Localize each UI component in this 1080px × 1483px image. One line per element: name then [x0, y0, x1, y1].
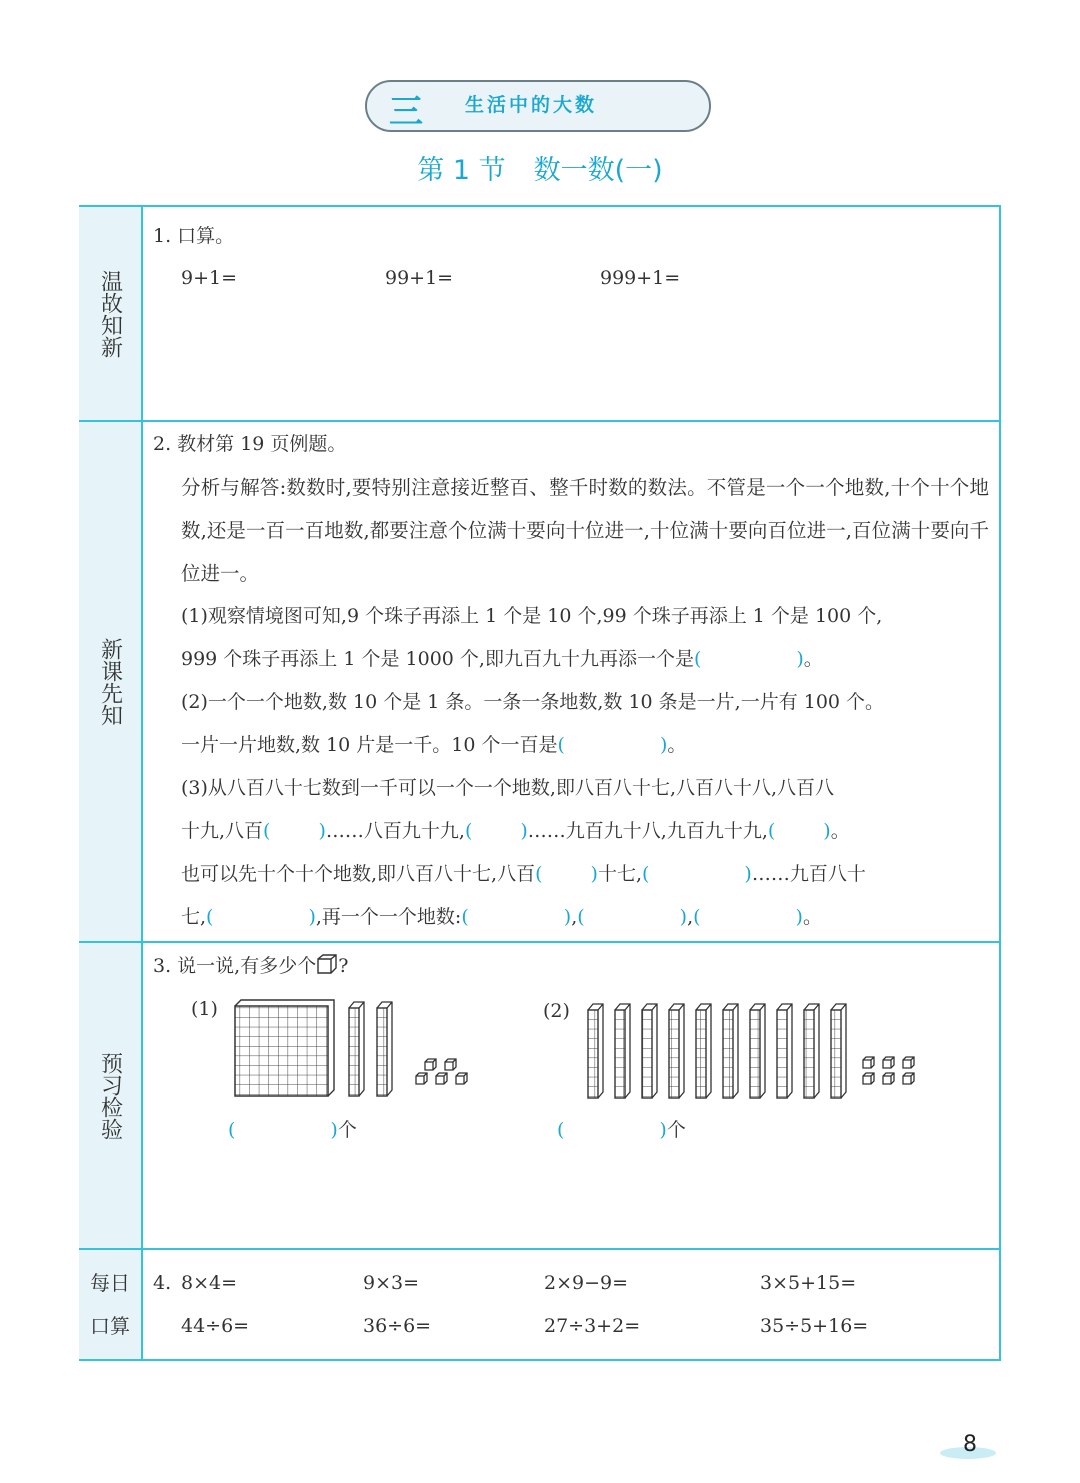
q4-item: 35÷5+16= — [760, 1315, 869, 1337]
ten-rod — [723, 1010, 733, 1098]
q3-answer-1: ( )个 — [228, 1119, 357, 1141]
page-number: 8 — [963, 1432, 977, 1457]
q2-p2b-line: 一片一片地数,数 10 片是一千。10 个一百是( )。 — [181, 734, 687, 756]
q2-analysis: 分析与解答:数数时,要特别注意接近整百、整千时数的数法。不管是一个一个地数,十个十个地数,还是一百一百地数,都要注意个位满十要向十位进一,十位满十要向百位进一,百位满十要向千位进一。 — [181, 476, 989, 585]
ten-rod — [588, 1010, 598, 1098]
q4-item: 36÷6= — [363, 1315, 432, 1337]
ten-rods — [588, 1004, 846, 1098]
ten-rod — [696, 1010, 706, 1098]
blocks-figure-2 — [585, 1000, 925, 1100]
q2-title: 2. 教材第 19 页例题。 — [153, 433, 347, 455]
ten-rod — [349, 1002, 364, 1096]
ten-rod — [642, 1010, 652, 1098]
ten-rod — [669, 1010, 679, 1098]
unit-cubes — [863, 1057, 914, 1084]
q2-p3d-line: 七,( ),再一个一个地数:( ),( ),( )。 — [181, 906, 822, 928]
section-name: 数一数(一) — [533, 155, 663, 186]
q1-title: 1. 口算。 — [153, 225, 235, 247]
q2-p1b-line: 999 个珠子再添上 1 个是 1000 个,即九百九十九再添一个是( )。 — [181, 648, 823, 670]
chapter-number: 三 — [389, 92, 423, 132]
q4-item: 44÷6= — [181, 1315, 250, 1337]
ten-rod — [804, 1010, 814, 1098]
q1-item: 99+1= — [385, 267, 454, 289]
ten-rod — [377, 1002, 392, 1096]
chapter-title — [365, 80, 711, 132]
side-label-daily: 每日 口算 — [79, 1250, 143, 1359]
q2-p3b-line: 十九,八百( )……八百九十九,( )……九百九十八,九百九十九,( )。 — [181, 820, 850, 842]
q2-p3a: (3)从八百八十七数到一千可以一个一个地数,即八百八十七,八百八十八,八百八 — [181, 777, 835, 799]
cube-icon — [316, 953, 338, 975]
ten-rod — [777, 1010, 787, 1098]
q4-item: 3×5+15= — [760, 1272, 857, 1294]
section-label: 第 1 节 — [417, 155, 506, 186]
blocks-figure-1 — [230, 998, 480, 1100]
q4-item: 27÷3+2= — [544, 1315, 641, 1337]
q1-item: 999+1= — [600, 267, 681, 289]
q2-p1a: (1)观察情境图可知,9 个珠子再添上 1 个是 10 个,99 个珠子再添上 1 个是 100 个, — [181, 605, 883, 627]
ten-rod — [615, 1010, 625, 1098]
q3-title: 3. 说一说,有多少个 ? — [153, 955, 349, 977]
q3-label-2: (2) — [543, 1000, 570, 1022]
unit-cubes — [416, 1059, 467, 1084]
side-label-review: 温故知新 — [79, 207, 143, 421]
ten-rod — [750, 1010, 760, 1098]
q3-label-1: (1) — [191, 998, 218, 1020]
q4-item: 8×4= — [181, 1272, 238, 1294]
ten-rod — [831, 1010, 841, 1098]
q4-item: 9×3= — [363, 1272, 420, 1294]
q2-p3c-line: 也可以先十个十个地数,即八百八十七,八百( )十七,( )……九百八十 — [181, 863, 866, 885]
q4-number: 4. — [153, 1272, 172, 1294]
side-label-preview: 新课先知 — [79, 422, 143, 942]
q2-p2a: (2)一个一个地数,数 10 个是 1 条。一条一条地数,数 10 条是一片,一片有 100 个。 — [181, 691, 885, 713]
q3-answer-2: ( )个 — [557, 1119, 686, 1141]
side-label-practice: 预习检验 — [79, 943, 143, 1249]
section-title — [0, 148, 1080, 187]
hundred-flat — [235, 1000, 334, 1096]
q1-item: 9+1= — [181, 267, 238, 289]
chapter-name: 生活中的大数 — [465, 94, 598, 116]
q4-item: 2×9−9= — [544, 1272, 629, 1294]
